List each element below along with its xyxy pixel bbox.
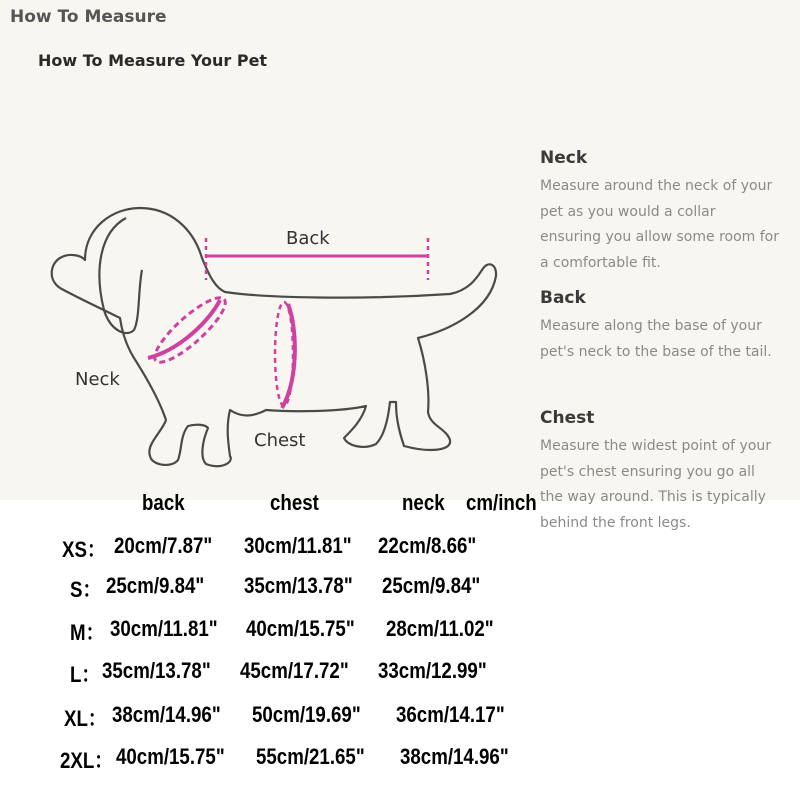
neck-value: 38cm/14.96" — [400, 744, 509, 769]
table-row — [0, 533, 800, 563]
neck-value: 25cm/9.84" — [382, 573, 481, 598]
size-label: M： — [70, 620, 105, 645]
back-value: 30cm/11.81" — [110, 616, 218, 641]
info-chest-heading: Chest — [540, 408, 595, 428]
table-header-chest: chest — [270, 490, 319, 515]
chest-value: 45cm/17.72" — [240, 658, 349, 683]
diagram-label-back: Back — [286, 228, 330, 249]
table-header-back: back — [142, 490, 185, 515]
section-title: How To Measure Your Pet — [38, 51, 268, 70]
diagram-label-chest: Chest — [254, 430, 306, 451]
table-header-neck: neck — [402, 490, 445, 515]
chest-value: 35cm/13.78" — [244, 573, 353, 598]
size-label: S： — [70, 577, 102, 602]
info-back-heading: Back — [540, 288, 586, 308]
table-row — [0, 744, 800, 774]
chest-value: 40cm/15.75" — [246, 616, 355, 641]
info-chest-text: Measure the widest point of your pet's chest ensuring you go all the way around. This is typically behind the front legs. — [540, 438, 772, 531]
info-neck-heading: Neck — [540, 148, 588, 168]
size-label: XS： — [62, 537, 106, 562]
neck-value: 33cm/12.99" — [378, 658, 487, 683]
chest-value: 50cm/19.69" — [252, 702, 361, 727]
info-neck-text: Measure around the neck of your pet as you would a collar ensuring you allow some room for a comfortable fit. — [540, 178, 779, 271]
table-row — [0, 658, 800, 688]
diagram-label-neck: Neck — [75, 369, 120, 390]
table-row — [0, 616, 800, 646]
chest-value: 55cm/21.65" — [256, 744, 365, 769]
chest-value: 30cm/11.81" — [244, 533, 352, 558]
neck-value: 36cm/14.17" — [396, 702, 505, 727]
back-value: 40cm/15.75" — [116, 744, 225, 769]
size-label: L： — [70, 662, 101, 687]
table-header-unit: cm/inch — [466, 490, 537, 515]
neck-value: 22cm/8.66" — [378, 533, 477, 558]
back-value: 38cm/14.96" — [112, 702, 221, 727]
size-label: XL： — [64, 706, 107, 731]
back-value: 20cm/7.87" — [114, 533, 213, 558]
back-value: 35cm/13.78" — [102, 658, 211, 683]
table-row — [0, 573, 800, 603]
table-row — [0, 702, 800, 732]
info-back-text: Measure along the base of your pet's neck to the base of the tail. — [540, 318, 772, 360]
back-value: 25cm/9.84" — [106, 573, 205, 598]
page-header-title: How To Measure — [10, 7, 167, 27]
neck-value: 28cm/11.02" — [386, 616, 494, 641]
size-label: 2XL： — [60, 748, 114, 773]
